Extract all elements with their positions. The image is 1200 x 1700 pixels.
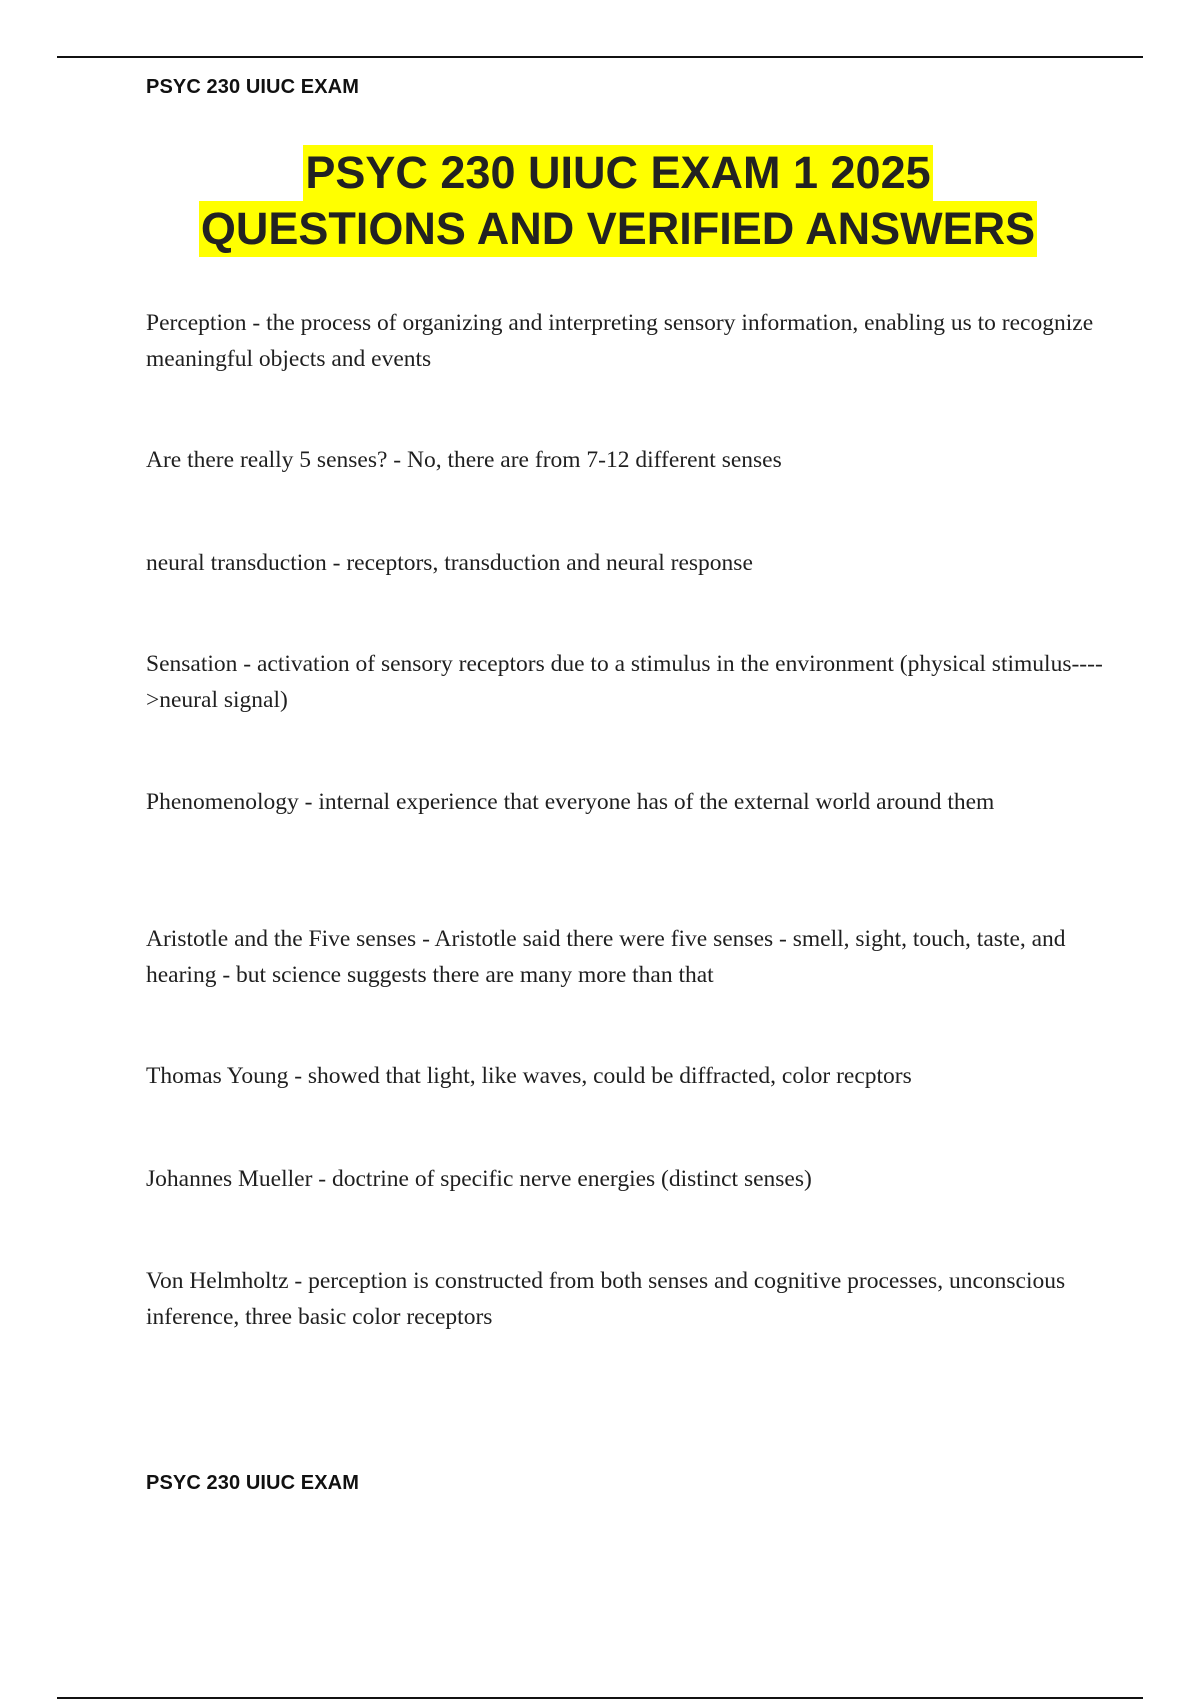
qa-entry-perception: Perception - the process of organizing and interpreting sensory information, enabling us to recognize meaningful objects and events [146,310,1094,372]
qa-entry-von-helmholtz: Von Helmholtz - perception is constructed from both senses and cognitive processes, unconscious inference, three basic color receptors [146,1268,1066,1330]
qa-entry-neural-transduction: neural transduction - receptors, transduction and neural response [146,550,753,576]
top-rule [57,56,1143,58]
document-title [0,145,1200,257]
bottom-rule [57,1697,1143,1699]
running-footer-header: PSYC 230 UIUC EXAM [146,1472,359,1494]
qa-entry-johannes-mueller: Johannes Mueller - doctrine of specific nerve energies (distinct senses) [146,1166,812,1192]
qa-entry-sensation: Sensation - activation of sensory receptors due to a stimulus in the environment (physical stimulus---->neural signal) [146,651,1103,713]
qa-entry-thomas-young: Thomas Young - showed that light, like waves, could be diffracted, color recptors [146,1063,912,1089]
qa-entry-phenomenology: Phenomenology - internal experience that everyone has of the external world around them [146,789,995,815]
title-line-2: QUESTIONS AND VERIFIED ANSWERS [199,201,1037,257]
running-header: PSYC 230 UIUC EXAM [146,76,359,98]
qa-entry-five-senses: Are there really 5 senses? - No, there are from 7-12 different senses [146,447,782,473]
title-line-1: PSYC 230 UIUC EXAM 1 2025 [303,145,932,201]
qa-entry-aristotle: Aristotle and the Five senses - Aristotle said there were five senses - smell, sight, touch, taste, and hearing - but science suggests there are many more than that [146,926,1066,988]
